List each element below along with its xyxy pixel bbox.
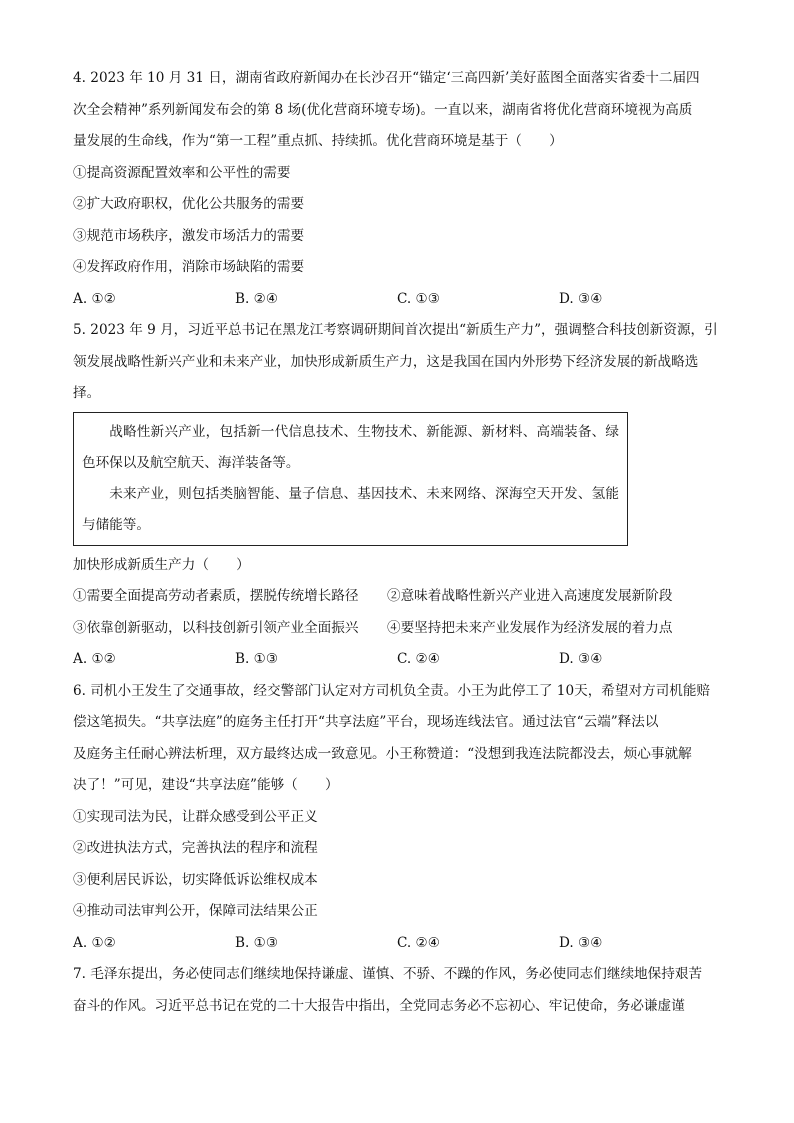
q6-options [73,928,728,960]
q4-item-2: ②扩大政府职权，优化公共服务的需要 [73,196,305,212]
question-7 [73,959,728,1022]
q6-item-4: ④推动司法审判公开，保障司法结果公正 [73,903,318,919]
exam-page [73,63,728,1022]
q6-option-c[interactable]: C. ②④ [397,934,440,951]
q4-option-c[interactable]: C. ①③ [397,290,440,307]
q5-question: 加快形成新质生产力（ ） [73,556,250,573]
q4-option-d[interactable]: D. ③④ [559,290,603,307]
q5-option-d[interactable]: D. ③④ [559,651,603,667]
q5-option-a[interactable]: A. ①② [73,651,116,667]
q6-stem-line: 偿这笔损失。“共享法庭”的庭务主任打开“共享法庭”平台，现场连线法官。通过法官“云端”释法以 [73,714,659,730]
q4-stem-line: 次全会精神”系列新闻发布会的第 8 场(优化营商环境专场)。一直以来，湖南省将优化营商环境视为高质 [73,101,693,118]
q5-items-row-2 [73,613,728,645]
q4-option-b[interactable]: B. ②④ [235,290,279,307]
question-4 [73,63,728,315]
q6-item-2: ②改进执法方式，完善执法的程序和流程 [73,840,318,856]
q4-stem-line: 量发展的生命线，作为“第一工程”重点抓、持续抓。优化营商环境是基于（ ） [73,133,563,149]
q6-item-3: ③便利居民诉讼，切实降低诉讼维权成本 [73,871,318,888]
q6-option-b[interactable]: B. ①③ [235,934,279,951]
q4-item-3: ③规范市场秩序，激发市场活力的需要 [73,227,305,244]
q5-material-box [73,412,628,546]
q6-item-1: ①实现司法为民，让群众感受到公平正义 [73,808,318,825]
q4-stem-line: 4. 2023 年 10 月 31 日，湖南省政府新闻办在长沙召开“锚定‘三高四新’美好蓝图全面落实省委十二届四 [73,70,700,86]
q5-item-4: ④要坚持把未来产业发展作为经济发展的着力点 [387,619,673,636]
question-5 [73,315,728,676]
q5-item-3: ③依靠创新驱动，以科技创新引领产业全面振兴 [73,619,359,636]
q5-material-paragraph-2: 未来产业，则包括类脑智能、量子信息、基因技术、未来网络、深海空天开发、氢能与储能等。 [82,485,619,533]
q5-options [73,644,728,676]
q5-option-c[interactable]: C. ②④ [397,651,440,667]
q5-stem-line: 5. 2023 年 9 月，习近平总书记在黑龙江考察调研期间首次提出“新质生产力”，强调整合科技创新资源，引 [73,322,718,338]
question-6 [73,676,728,960]
q6-option-d[interactable]: D. ③④ [559,934,603,951]
q6-stem-line: 6. 司机小王发生了交通事故，经交警部门认定对方司机负全责。小王为此停工了 10天，希望对方司机能赔 [73,682,711,699]
q5-item-1: ①需要全面提高劳动者素质，摆脱传统增长路径 [73,588,359,604]
q4-options [73,284,728,316]
q5-material-paragraph-1: 战略性新兴产业，包括新一代信息技术、生物技术、新能源、新材料、高端装备、绿色环保以及航空航天、海洋装备等。 [82,423,619,471]
q4-option-a[interactable]: A. ①② [73,290,116,307]
q7-stem-line: 7. 毛泽东提出，务必使同志们继续地保持谦虚、谨慎、不骄、不躁的作风，务必使同志们继续地保持艰苦 [73,966,703,982]
q5-item-2: ②意味着战略性新兴产业进入高速度发展新阶段 [387,588,673,604]
q6-option-a[interactable]: A. ①② [73,934,116,951]
q5-option-b[interactable]: B. ①③ [235,651,279,667]
q6-stem-line: 及庭务主任耐心辨法析理，双方最终达成一致意见。小王称赞道：“没想到我连法院都没去，烦心事就解 [73,745,692,762]
q5-stem-line: 领发展战略性新兴产业和未来产业，加快形成新质生产力，这是我国在国内外形势下经济发展的新战略选 [73,353,699,370]
q7-stem-line: 奋斗的作风。习近平总书记在党的二十大报告中指出，全党同志务必不忘初心、牢记使命，务必谦虚谨 [73,997,685,1014]
q6-stem-line: 决了！”可见，建设“共享法庭”能够（ ） [73,777,339,793]
q4-item-1: ①提高资源配置效率和公平性的需要 [73,164,291,181]
q5-items-row-1 [73,581,728,613]
q5-stem-line: 择。 [73,385,101,401]
q4-item-4: ④发挥政府作用，消除市场缺陷的需要 [73,259,305,275]
